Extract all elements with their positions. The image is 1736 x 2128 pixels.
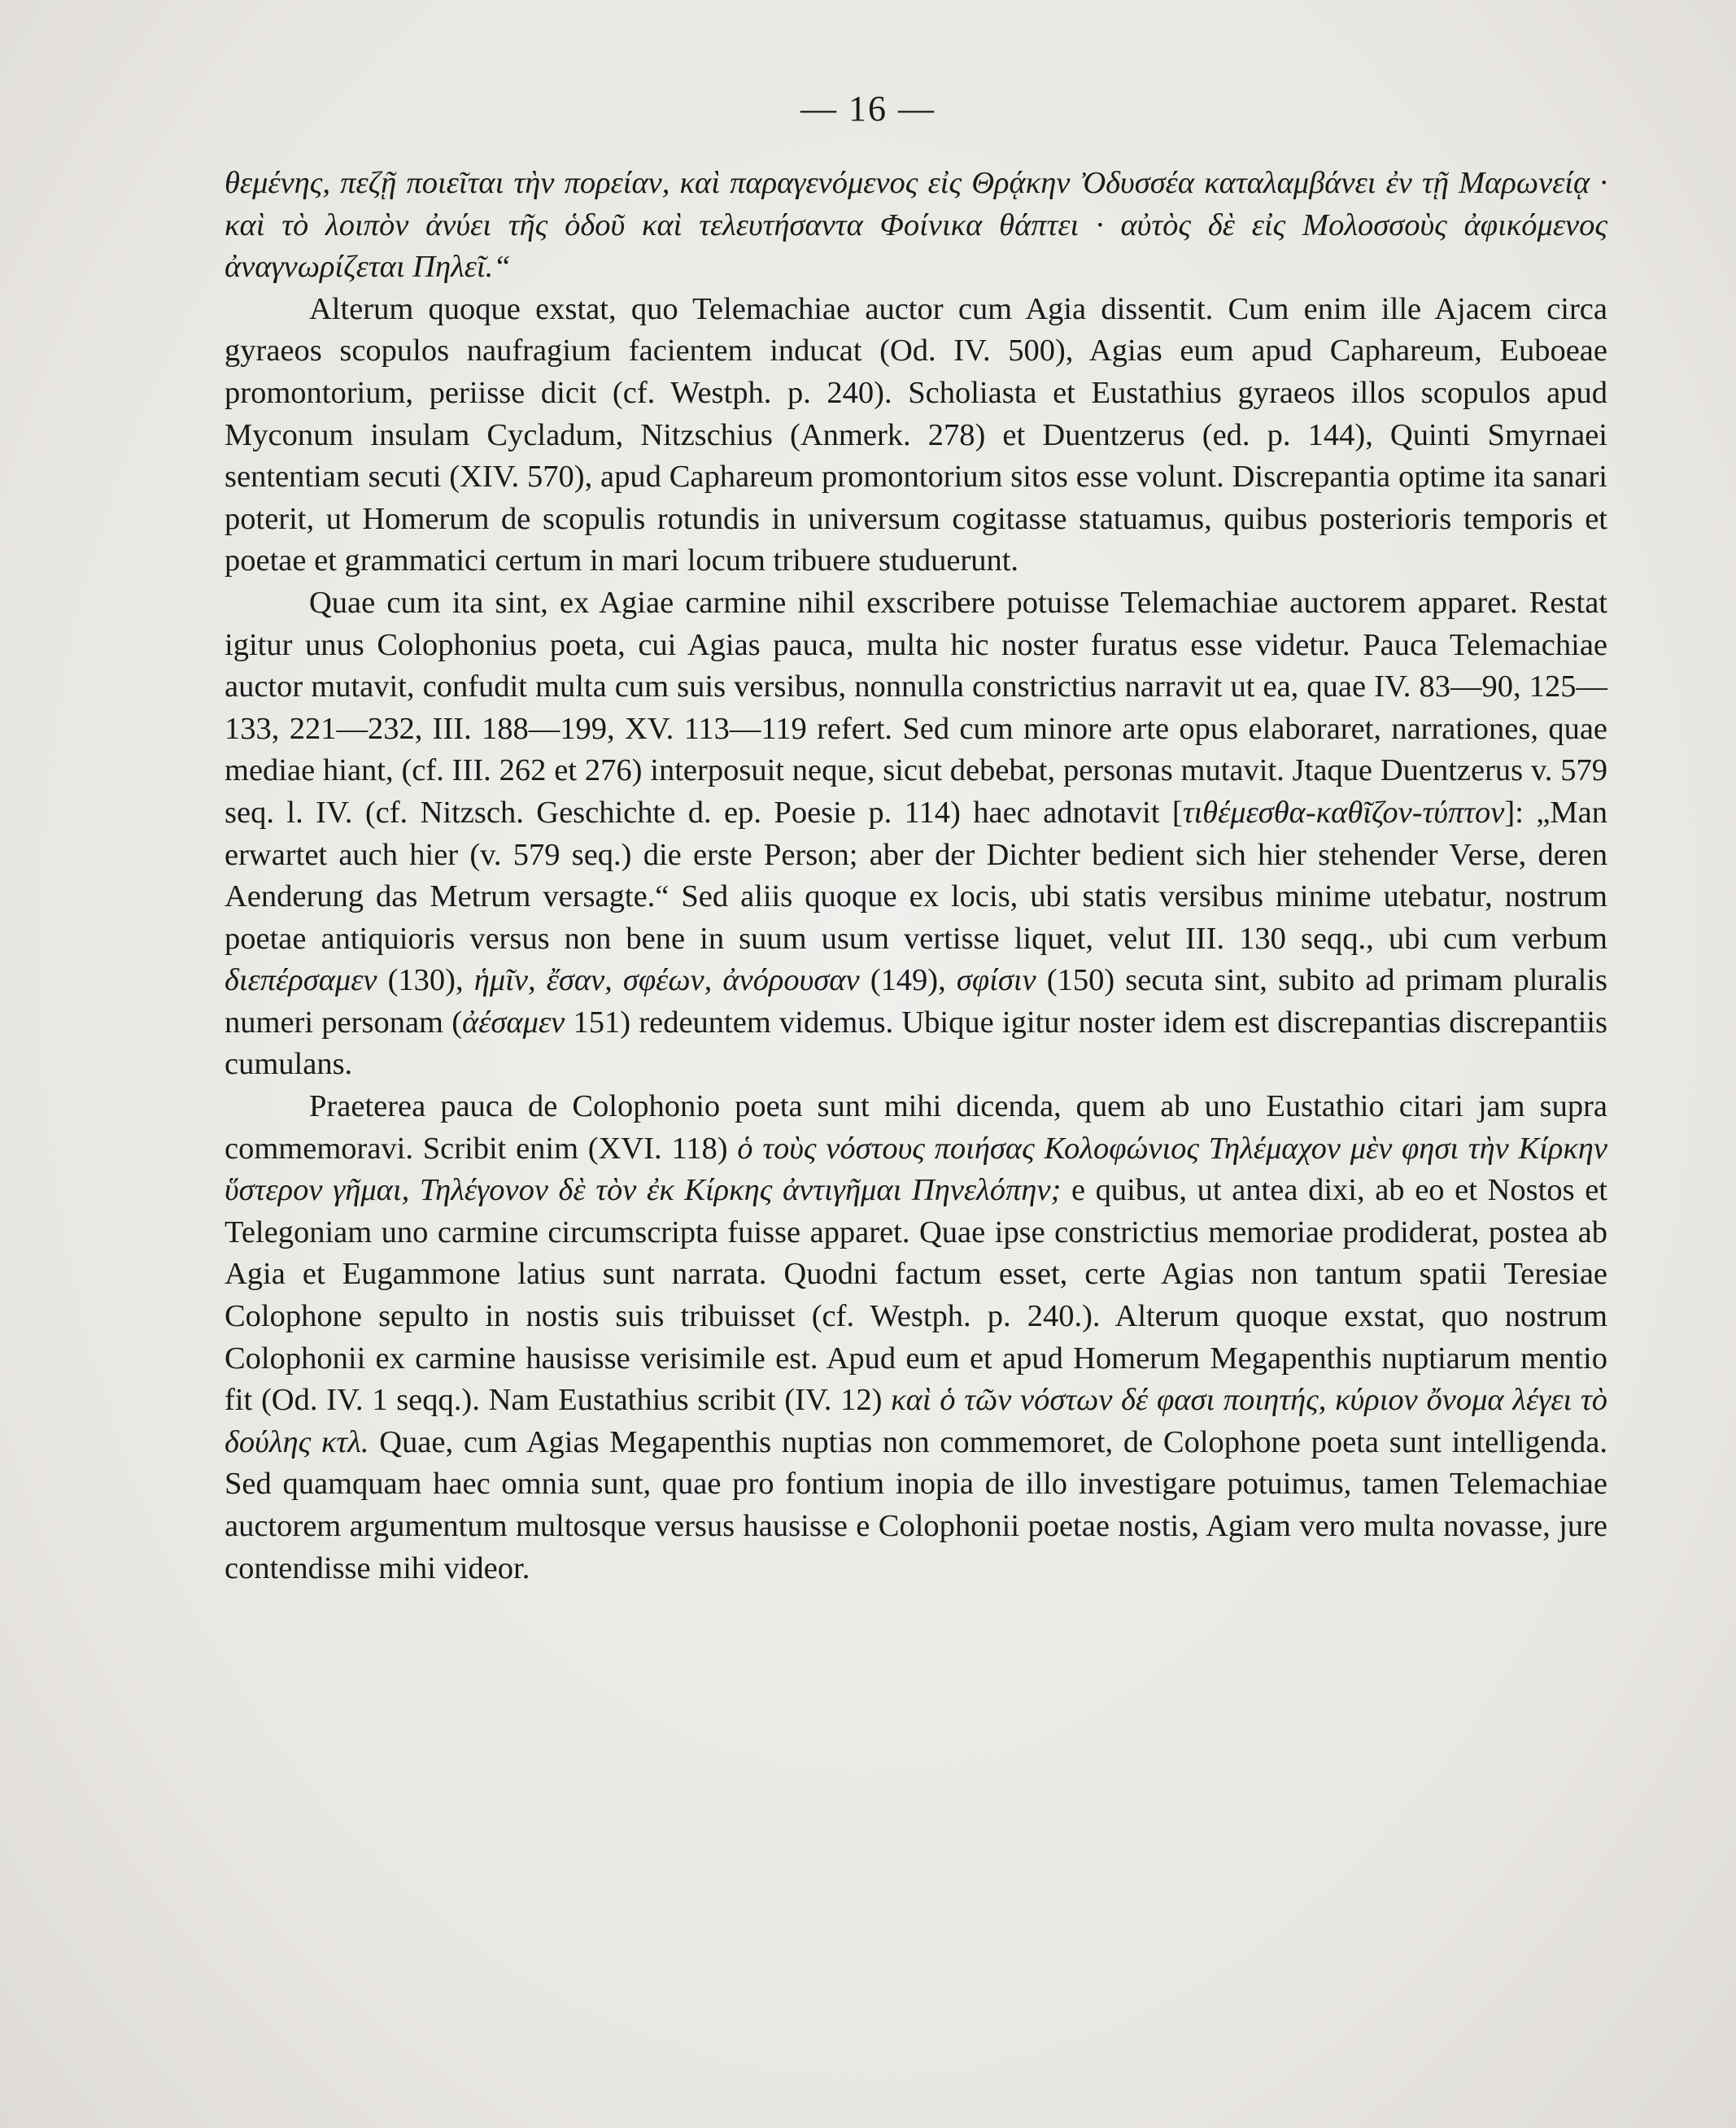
latin-text: ]: „Man erwartet auch hier (v. 579 seq.) die erste Person; aber der Dichter bedient sich hier stehender Verse, deren Aenderung das Metrum versagte.“ Sed aliis quoque ex locis, ubi statis versibus minime utebatur, nostrum poetae antiquioris versus non bene in suum usum vertisse liquet, velut III. 130 seqq., ubi cum verbum (225, 795, 1607, 956)
latin-text: 151) redeuntem videmus. Ubique igitur noster idem est discrepantias discrepantiis cumulans. (225, 1005, 1607, 1082)
greek-text: ἡμῖν, ἔσαν, σφέων, ἀνόρουσαν (473, 963, 860, 998)
greek-text: ἀέσαμεν (462, 1005, 565, 1040)
latin-text: (150) secuta sint, subito ad primam pluralis numeri personam ( (225, 963, 1607, 1040)
greek-text: σφίσιν (956, 963, 1036, 998)
paragraph (225, 289, 1607, 582)
latin-text: Praeterea pauca de Colophonio poeta sunt mihi dicenda, quem ab uno Eustathio citari jam supra commemoravi. Scribit enim (XVI. 118) (225, 1089, 1607, 1166)
greek-text: θεμένης, πεζῇ ποιεῖται τὴν πορείαν, καὶ παραγενόμενος εἰς Θρᾴκην Ὀδυσσέα καταλαμβάνει ἐν τῇ Μαρωνείᾳ · καὶ τὸ λοιπὸν ἀνύει τῆς ὁδοῦ καὶ τελευτήσαντα Φοίνικα θάπτει · αὐτὸς δὲ εἰς Μολοσσοὺς ἀφικόμενος ἀναγνωρίζεται Πηλεῖ.“ (225, 166, 1607, 285)
body-text (225, 163, 1607, 1589)
latin-text: Quae, cum Agias Megapenthis nuptias non commemoret, de Colophone poeta sunt intelligenda. Sed quamquam haec omnia sunt, quae pro fontium inopia de illo investigare potuimus, tamen Telemachiae auctorem argumentum multosque versus hausisse e Colophonii poetae nostis, Agiam vero multa novasse, jure contendisse mihi videor. (225, 1424, 1607, 1585)
greek-text: διεπέρσαμεν (225, 963, 377, 998)
latin-text: Alterum quoque exstat, quo Telemachiae auctor cum Agia dissentit. Cum enim ille Ajacem circa gyraeos scopulos naufragium facientem inducat (Od. IV. 500), Agias eum apud Caphareum, Euboeae promontorium, periisse dicit (cf. Westph. p. 240). Scholiasta et Eustathius gyraeos illos scopulos apud Myconum insulam Cycladum, Nitzschius (Anmerk. 278) et Duentzerus (ed. p. 144), Quinti Smyrnaei sententiam secuti (XIV. 570), apud Caphareum promontorium sitos esse volunt. Discrepantia optime ita sanari poterit, ut Homerum de scopulis rotundis in universum cogitasse statuamus, quibus posterioris temporis et poetae et grammatici certum in mari locum tribuere studuerunt. (225, 291, 1607, 578)
paragraph (225, 163, 1607, 289)
page-number: — 16 — (800, 89, 936, 129)
greek-text: τιθέμεσθα-καθῖζον-τύπτον (1182, 795, 1505, 830)
latin-text: e quibus, ut antea dixi, ab eo et Nostos et Telegoniam uno carmine circumscripta fuisse apparet. Quae ipse constrictius memoriae prodiderat, postea ab Agia et Eugammone latius sunt narrata. Quodni factum esset, certe Agias non tantum spatii Teresiae Colophone sepulto in nostis suis tribuisset (cf. Westph. p. 240.). Alterum quoque exstat, quo nostrum Colophonii ex carmine hausisse verisimile est. Apud eum et apud Homerum Megapenthis nuptiarum mentio fit (Od. IV. 1 seqq.). Nam Eustathius scribit (IV. 12) (225, 1173, 1607, 1418)
paragraph (225, 1086, 1607, 1589)
greek-text: ὁ τοὺς νόστους ποιήσας Κολοφώνιος Τηλέμαχον μὲν φησι τὴν Κίρκην ὕστερον γῆμαι, Τηλέγονον δὲ τὸν ἐκ Κίρκης ἀντιγῆμαι Πηνελόπην; (225, 1131, 1607, 1208)
greek-text: καὶ ὁ τῶν νόστων δέ φασι ποιητής, κύριον ὄνομα λέγει τὸ δούλης κτλ. (225, 1383, 1607, 1459)
latin-text: (149), (859, 963, 957, 998)
latin-text: Quae cum ita sint, ex Agiae carmine nihil exscribere potuisse Telemachiae auctorem apparet. Restat igitur unus Colophonius poeta, cui Agias pauca, multa hic noster furatus esse videtur. Pauca Telemachiae auctor mutavit, confudit multa cum suis versibus, nonnulla constrictius narravit ut ea, quae IV. 83—90, 125—133, 221—232, III. 188—199, XV. 113—119 refert. Sed cum minore arte opus elaboraret, narrationes, quae mediae hiant, (cf. III. 262 et 276) interposuit neque, sicut debebat, personas mutavit. Jtaque Duentzerus v. 579 seq. l. IV. (cf. Nitzsch. Geschichte d. ep. Poesie p. 114) haec adnotavit [ (225, 585, 1607, 830)
paragraph (225, 582, 1607, 1086)
latin-text: (130), (377, 963, 474, 998)
